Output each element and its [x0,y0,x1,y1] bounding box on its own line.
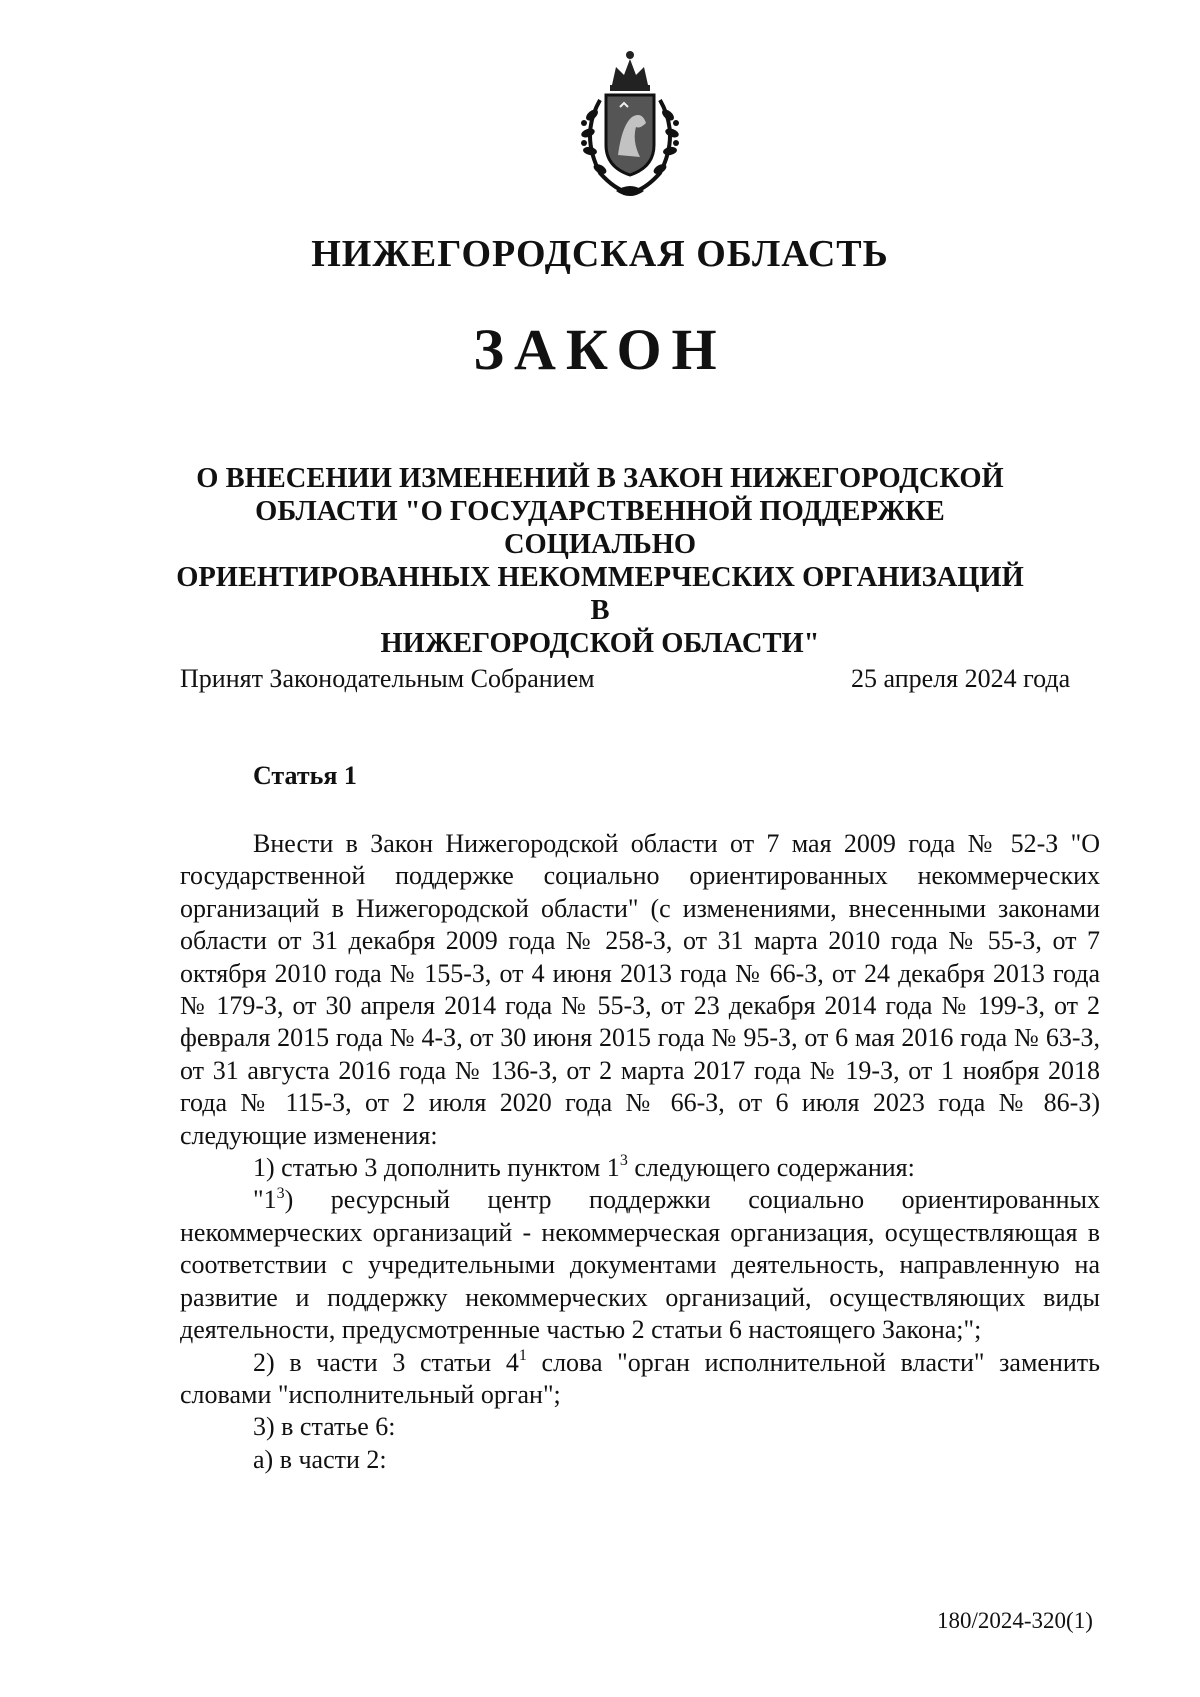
amendment-item-2: 2) в части 3 статьи $4^1$ слова "орган исполнительной власти" заменить словами "исполнительный орган"; [180,1346,1100,1409]
subject-line: О ВНЕСЕНИИ ИЗМЕНЕНИЙ В ЗАКОН НИЖЕГОРОДСКОЙ [196,463,1004,494]
article-body [180,828,1100,1476]
amendment-item-1: 1) статью 3 дополнить пунктом $1^3$ следующего содержания: [253,1152,915,1183]
coat-of-arms-icon [560,45,700,205]
law-subject [170,462,1030,660]
region-title: НИЖЕГОРОДСКАЯ ОБЛАСТЬ [311,233,889,275]
document-number: 180/2024-320(1) [937,1608,1093,1633]
document-type-title: ЗАКОН [473,317,727,382]
article-heading: Статья 1 [253,761,357,790]
subject-line: ОБЛАСТИ "О ГОСУДАРСТВЕННОЙ ПОДДЕРЖКЕ СОЦИАЛЬНО [255,496,945,560]
amendment-quote: "$1^3$) ресурсный центр поддержки социально ориентированных некоммерческих организаций - некоммерческая организация, осуществляющая в соответствии с учредительными документами деятельность, направленную на развитие и поддержку некоммерческих организаций, осуществляющих виды деятельности, предусмотренные частью 2 статьи 6 настоящего Закона;"; [180,1184,1100,1345]
amendment-item-3a: а) в части 2: [253,1444,387,1474]
article-intro-paragraph: Внести в Закон Нижегородской области от 7 мая 2009 года № 52-З "О государственной поддержке социально ориентированных некоммерческих организаций в Нижегородской области" (с изменениями, внесенными законами области от 31 декабря 2009 года № 258-З, от 31 марта 2010 года № 55-З, от 7 октября 2010 года № 155-З, от 4 июня 2013 года № 66-З, от 24 декабря 2013 года № 179-З, от 30 апреля 2014 года № 55-З, от 23 декабря 2014 года № 199-З, от 2 февраля 2015 года № 4-З, от 30 июня 2015 года № 95-З, от 6 мая 2016 года № 63-З, от 31 августа 2016 года № 136-З, от 2 марта 2017 года № 19-З, от 1 ноября 2018 года № 115-З, от 2 июля 2020 года № 66-З, от 6 июля 2023 года № 86-З) следующие изменения: [180,829,1100,1150]
adopted-date: 25 апреля 2024 года [851,664,1071,693]
subject-line: ОРИЕНТИРОВАННЫХ НЕКОММЕРЧЕСКИХ ОРГАНИЗАЦИЙ В [176,562,1024,626]
amendment-item-3: 3) в статье 6: [253,1412,396,1442]
adopted-by: Принят Законодательным Собранием [180,664,595,693]
subject-line: НИЖЕГОРОДСКОЙ ОБЛАСТИ" [380,628,820,659]
